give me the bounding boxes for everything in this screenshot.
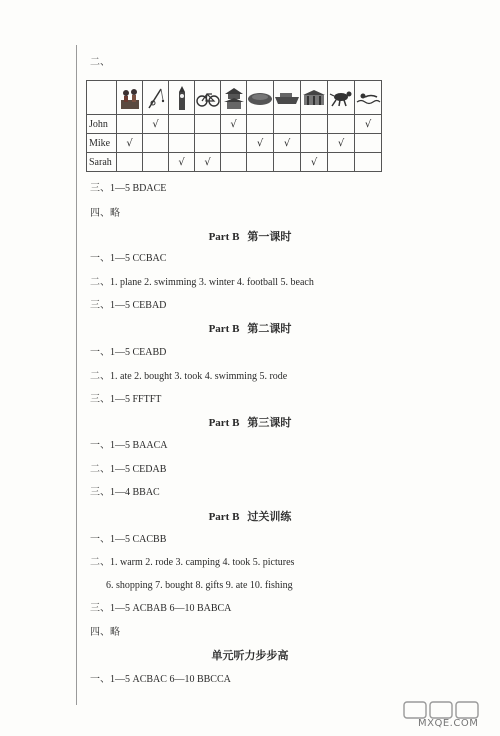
- fishing-rod-icon: [143, 81, 169, 115]
- section-heading: [0, 509, 500, 525]
- table-cell: [169, 134, 195, 153]
- running-animal-icon: [328, 81, 355, 115]
- table-cell: [169, 115, 195, 134]
- answer-line: 二、1. ate 2. bought 3. took 4. swimming 5. rode: [90, 371, 288, 382]
- section-heading: [0, 321, 500, 337]
- answer-line: 二、1. plane 2. swimming 3. winter 4. football 5. beach: [90, 277, 314, 288]
- table-cell: [117, 153, 143, 172]
- row-name: Mike: [87, 134, 117, 153]
- answer-line: 三、1—5 ACBAB 6—10 BABCA: [90, 603, 232, 614]
- bicycle-icon: [195, 81, 221, 115]
- answer-line: 四、略: [90, 627, 120, 638]
- table-cell: √: [328, 134, 355, 153]
- row-name: Sarah: [87, 153, 117, 172]
- answer-line: 四、略: [90, 208, 120, 219]
- table-cell: √: [274, 134, 301, 153]
- table-cell: [328, 115, 355, 134]
- table-cell: [195, 115, 221, 134]
- section-heading: [0, 648, 500, 664]
- heading-part: Part B: [208, 511, 240, 523]
- table-cell: [274, 153, 301, 172]
- table-cell: √: [143, 115, 169, 134]
- table-row: [87, 115, 382, 134]
- section-heading: [0, 229, 500, 245]
- people-scene-icon: [117, 81, 143, 115]
- answer-line: 三、1—4 BBAC: [90, 487, 160, 498]
- heading-title: 第一课时: [247, 230, 292, 243]
- table-corner-cell: [87, 81, 117, 115]
- table-cell: [355, 134, 382, 153]
- clock-tower-icon: [169, 81, 195, 115]
- swimmer-icon: [355, 81, 382, 115]
- heading-part: Part B: [208, 323, 240, 335]
- answer-table: [86, 80, 382, 172]
- answer-line: 一、1—5 CCBAC: [90, 253, 167, 264]
- answer-line: 三、1—5 BDACE: [90, 183, 167, 194]
- heading-title: 第三课时: [247, 416, 292, 429]
- temple-icon: [301, 81, 328, 115]
- watermark-text: MXQE.COM: [418, 718, 479, 729]
- section-heading: [0, 415, 500, 431]
- answer-line: 三、1—5 FFTFT: [90, 394, 162, 405]
- table-cell: [301, 134, 328, 153]
- heading-part: Part B: [208, 417, 240, 429]
- table-cell: [143, 134, 169, 153]
- heading-title: 单元听力步步高: [211, 649, 289, 662]
- heading-title: 第二课时: [247, 322, 292, 335]
- table-cell: [247, 153, 274, 172]
- table-cell: [328, 153, 355, 172]
- table-cell: [355, 153, 382, 172]
- tank-icon: [247, 81, 274, 115]
- table-cell: √: [117, 134, 143, 153]
- table-cell: √: [169, 153, 195, 172]
- table-cell: [274, 115, 301, 134]
- answer-line: 6. shopping 7. bought 8. gifts 9. ate 10. fishing: [106, 580, 293, 591]
- table-cell: √: [247, 134, 274, 153]
- table-cell: [221, 134, 247, 153]
- heading-part: Part B: [208, 231, 240, 243]
- ship-icon: [274, 81, 301, 115]
- section-two-mark: 二、: [90, 57, 110, 68]
- answer-line: 一、1—5 CACBB: [90, 534, 167, 545]
- table-cell: [117, 115, 143, 134]
- heading-title: 过关训练: [247, 510, 292, 523]
- answer-line: 一、1—5 CEABD: [90, 347, 167, 358]
- table-cell: [301, 115, 328, 134]
- table-cell: √: [195, 153, 221, 172]
- answer-line: 二、1—5 CEDAB: [90, 464, 167, 475]
- table-cell: [195, 134, 221, 153]
- table-row: [87, 153, 382, 172]
- table-cell: √: [355, 115, 382, 134]
- row-name: John: [87, 115, 117, 134]
- table-row: [87, 134, 382, 153]
- table-cell: [247, 115, 274, 134]
- table-cell: √: [301, 153, 328, 172]
- answer-line: 三、1—5 CEBAD: [90, 300, 167, 311]
- answer-line: 一、1—5 ACBAC 6—10 BBCCA: [90, 674, 231, 685]
- pagoda-icon: [221, 81, 247, 115]
- table-cell: √: [221, 115, 247, 134]
- table-cell: [221, 153, 247, 172]
- answer-line: 二、1. warm 2. rode 3. camping 4. took 5. pictures: [90, 557, 295, 568]
- table-header-row: [87, 81, 382, 115]
- answer-line: 一、1—5 BAACA: [90, 440, 168, 451]
- table-cell: [143, 153, 169, 172]
- margin-rule: [76, 45, 77, 705]
